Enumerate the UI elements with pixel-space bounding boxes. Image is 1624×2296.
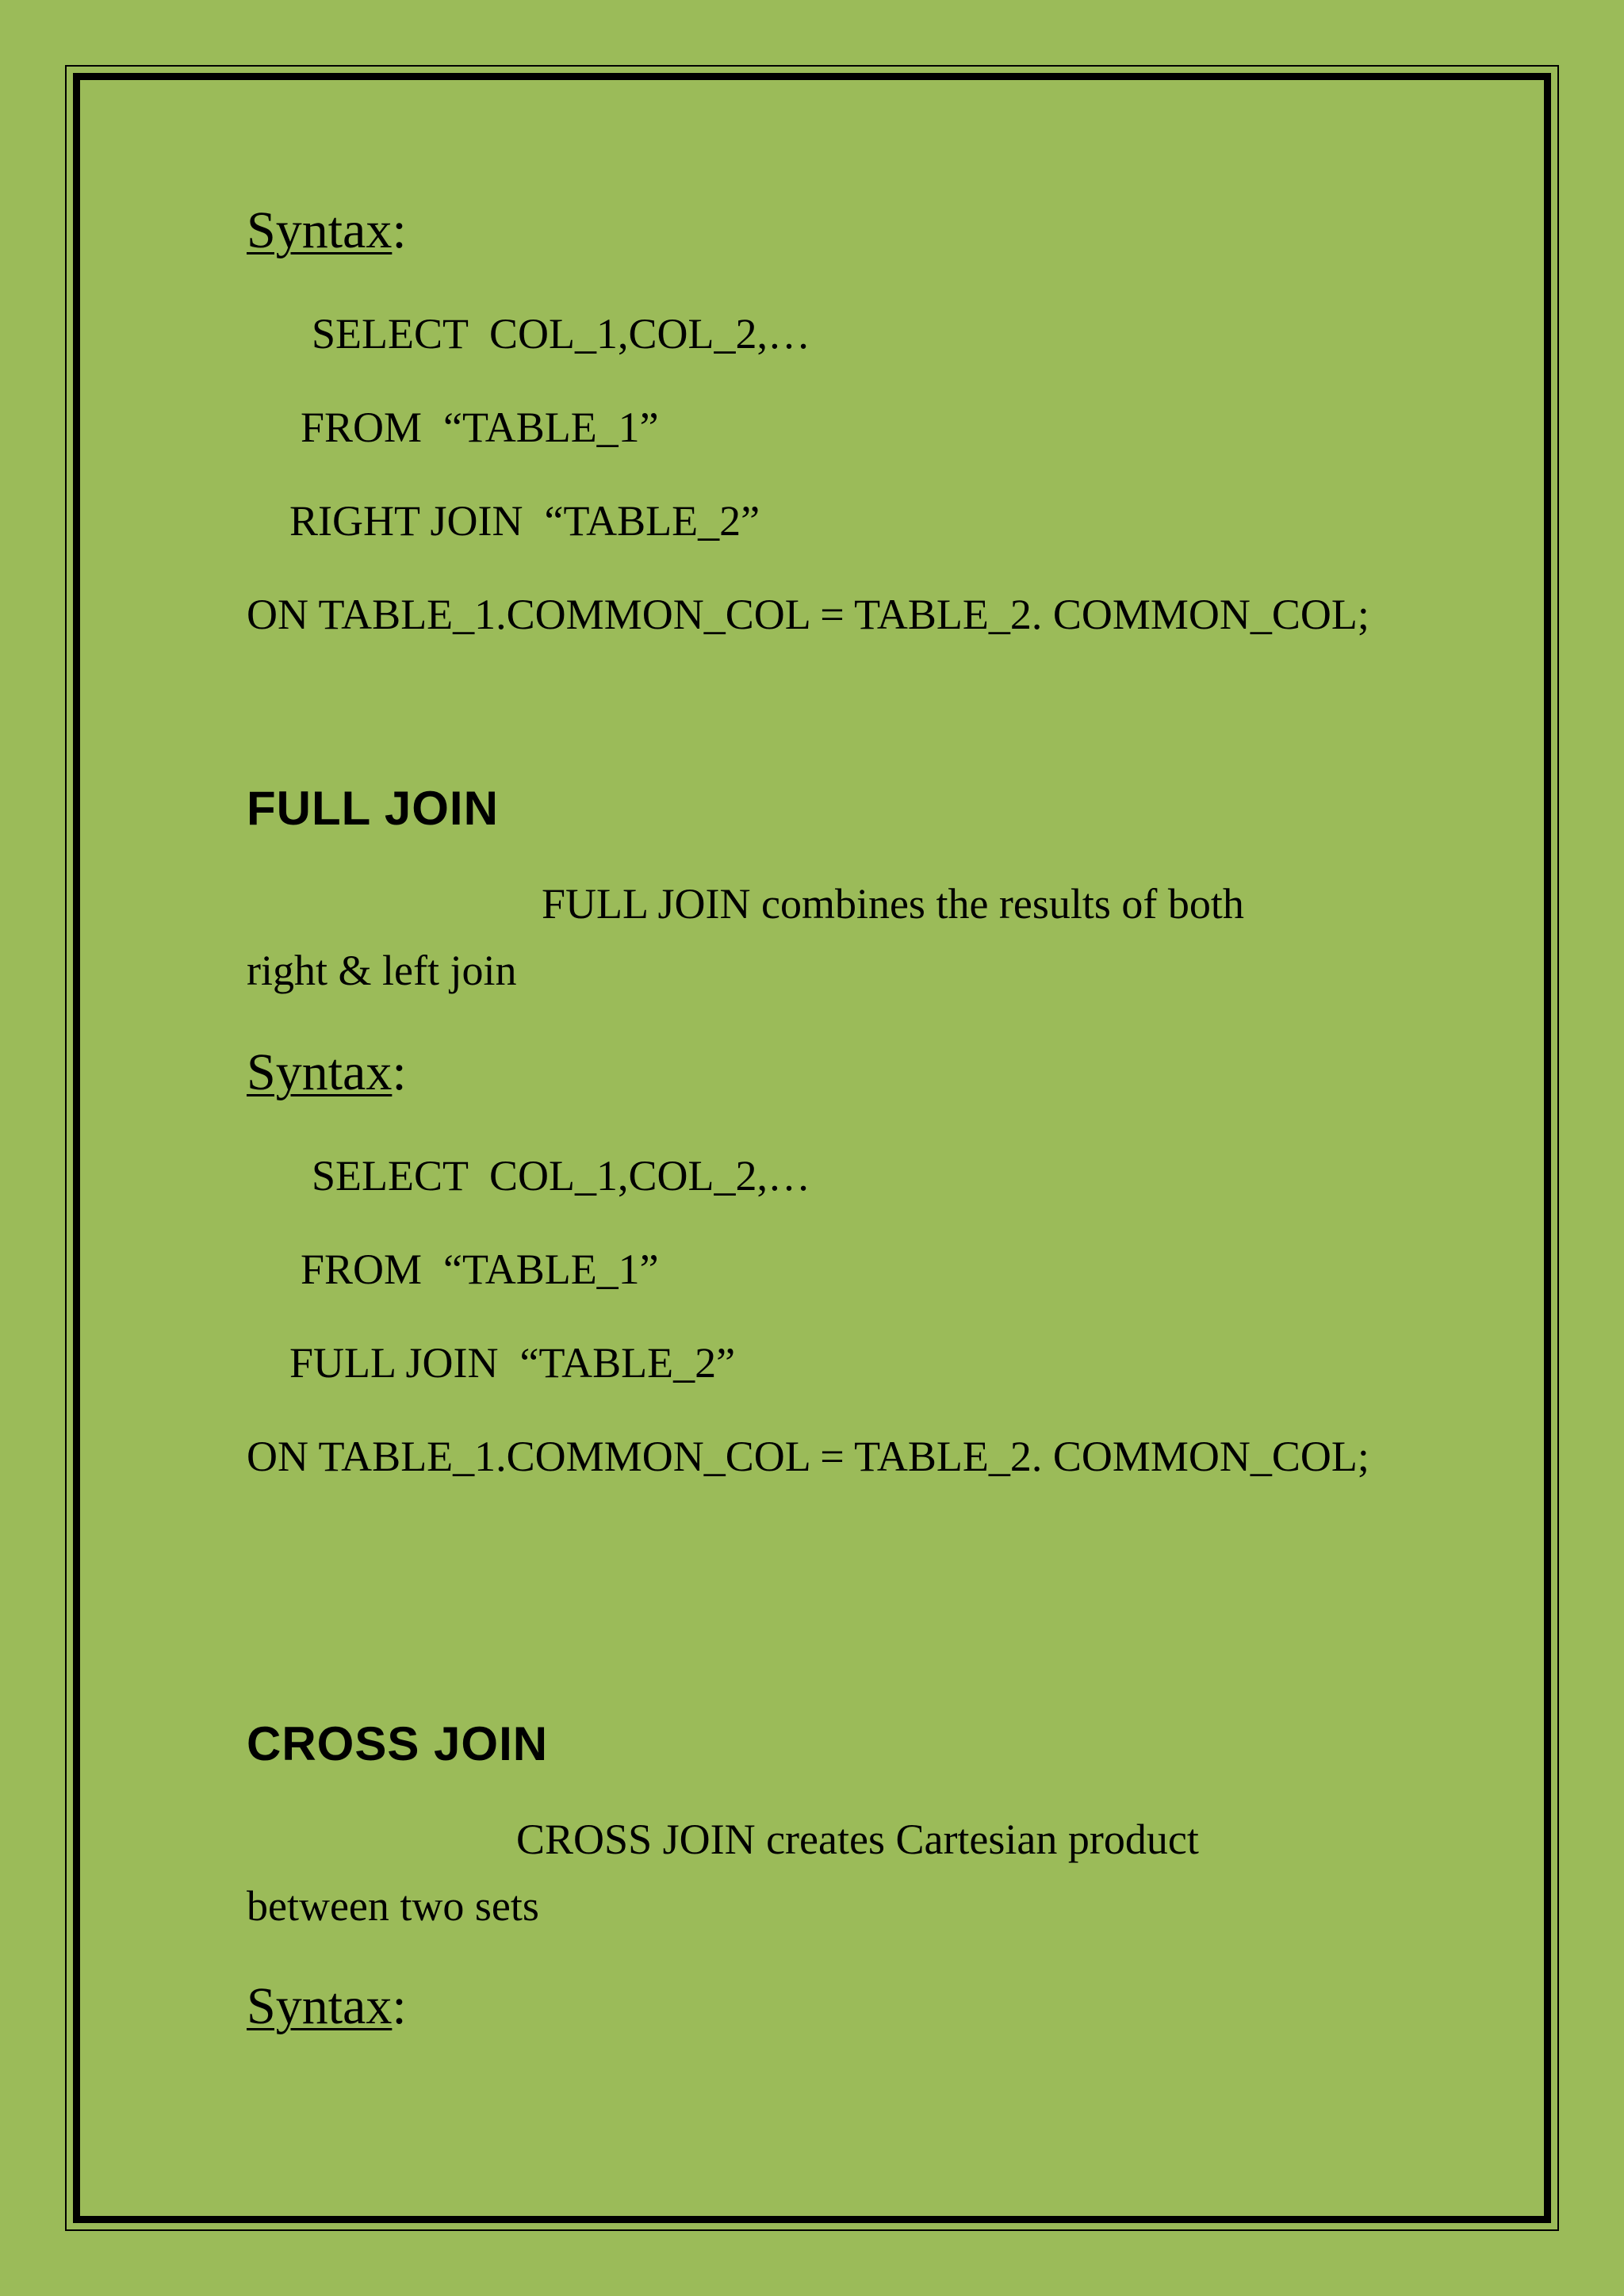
- syntax-label-text: Syntax: [247, 1977, 393, 2035]
- syntax-label: [247, 201, 407, 259]
- code-line-join: RIGHT JOIN “TABLE_2”: [289, 497, 760, 545]
- syntax-label-colon: :: [392, 201, 407, 259]
- section-heading-cross-join: CROSS JOIN: [247, 1717, 549, 1770]
- syntax-label: [247, 1043, 407, 1101]
- code-line-select: SELECT COL_1,COL_2,…: [312, 1152, 811, 1200]
- code-line-from: FROM “TABLE_1”: [301, 1246, 659, 1293]
- syntax-label-text: Syntax: [247, 201, 393, 259]
- code-line-join: FULL JOIN “TABLE_2”: [289, 1339, 736, 1387]
- syntax-label-text: Syntax: [247, 1043, 393, 1101]
- code-line-on: ON TABLE_1.COMMON_COL = TABLE_2. COMMON_COL;: [247, 1433, 1369, 1480]
- description-full-join-line2: right & left join: [247, 947, 517, 994]
- code-line-from: FROM “TABLE_1”: [301, 404, 659, 451]
- code-line-on: ON TABLE_1.COMMON_COL = TABLE_2. COMMON_COL;: [247, 591, 1369, 638]
- code-line-select: SELECT COL_1,COL_2,…: [312, 310, 811, 358]
- section-heading-full-join: FULL JOIN: [247, 782, 499, 835]
- description-full-join-line1: FULL JOIN combines the results of both: [542, 880, 1244, 928]
- description-cross-join-line1: CROSS JOIN creates Cartesian product: [516, 1816, 1199, 1863]
- syntax-label-colon: :: [392, 1043, 407, 1101]
- description-cross-join-line2: between two sets: [247, 1882, 539, 1930]
- syntax-label: [247, 1977, 407, 2035]
- syntax-label-colon: :: [392, 1977, 407, 2035]
